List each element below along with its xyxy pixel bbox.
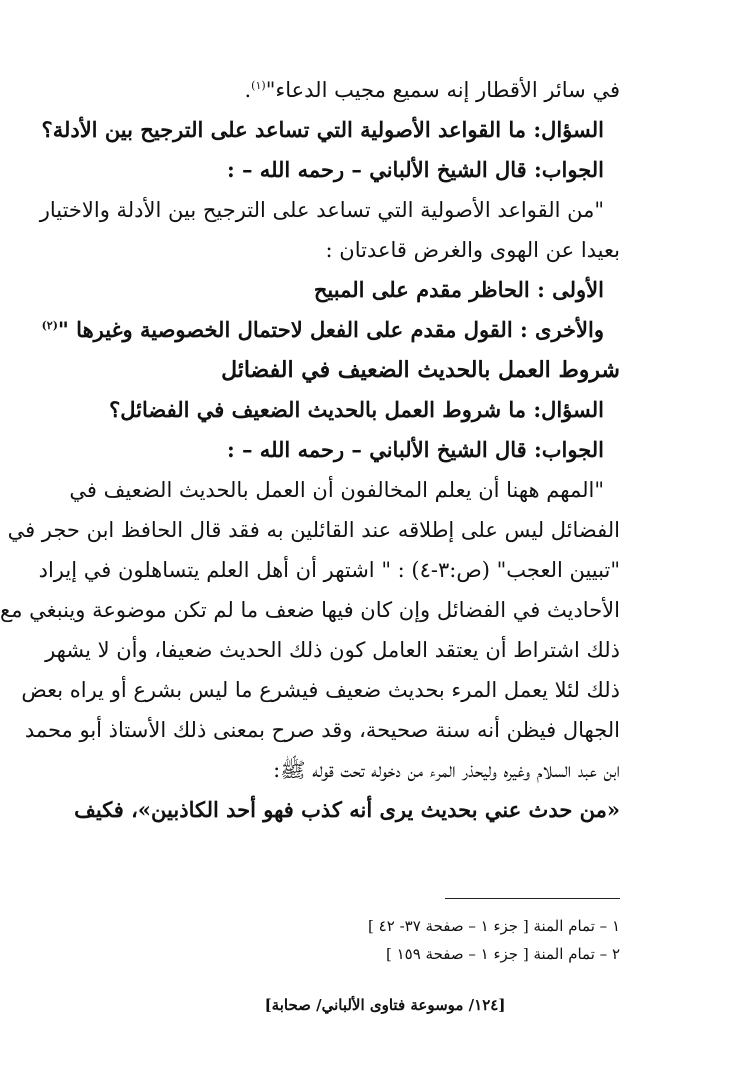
text-line-4: "من القواعد الأصولية التي تساعد على الترجيح بين الأدلة والاختيار [39, 198, 604, 222]
text-line-17: الجهال فيظن أنه سنة صحيحة، وقد صرح بمعنى ذلك الأستاذ أبو محمد [24, 718, 620, 742]
page-footer: [١٢٤/ موسوعة فتاوى الألباني/ صحابة] [264, 996, 506, 1014]
text-line-13: "تبيين العجب" (ص:٣-٤) : " اشتهر أن أهل العلم يتساهلون في إيراد [38, 558, 620, 582]
answer-label: الجواب: [534, 437, 604, 462]
text-line-5: بعيدا عن الهوى والغرض قاعدتان : [325, 238, 620, 262]
hadith-line: «من حدث عني بحديث يرى أنه كذب فهو أحد الكاذبين»، فكيف [74, 797, 620, 822]
footnote-marker-1: (١) [251, 79, 266, 92]
footnote-1: ١ – تمام المنة [ جزء ١ – صفحة ٣٧- ٤٢ ] [368, 917, 620, 935]
answer-line-1: الجواب: قال الشيخ الألباني – رحمه الله – : [226, 157, 604, 182]
text-line-12: الفضائل ليس على إطلاقه عند القائلين به فقد قال الحافظ ابن حجر في [7, 518, 620, 542]
text-line-15: ذلك اشتراط أن يعتقد العامل كون ذلك الحديث ضعيفا، وأن لا يشهر [45, 638, 620, 662]
rule-second: والأخرى : القول مقدم على الفعل لاحتمال الخصوصية وغيرها "$^{(٢)}$ [41, 317, 604, 342]
question-line-1: السؤال: ما القواعد الأصولية التي تساعد على الترجيح بين الأدلة؟ [41, 117, 604, 142]
footnotes [238, 912, 620, 968]
question-label: السؤال: [533, 117, 604, 142]
page-body [0, 70, 620, 830]
text-line-11: "المهم ههنا أن يعلم المخالفون أن العمل بالحديث الضعيف في [69, 478, 604, 502]
rule-first: الأولى : الحاظر مقدم على المبيح [313, 277, 604, 302]
text-line-18: ابن عبد السلام وغيره وليحذر المرء من دخوله تحت قوله ﷺ: [273, 758, 620, 782]
footnote-2: ٢ – تمام المنة [ جزء ١ – صفحة ١٥٩ ] [385, 945, 620, 963]
section-heading: شروط العمل بالحديث الضعيف في الفضائل [221, 357, 620, 383]
text-line-16: ذلك لئلا يعمل المرء بحديث ضعيف فيشرع ما ليس بشرع أو يراه بعض [21, 678, 620, 702]
answer-line-2: الجواب: قال الشيخ الألباني – رحمه الله – : [226, 437, 604, 462]
text-line-1: في سائر الأقطار إنه سميع مجيب الدعاء"$^{(١)}$. [244, 78, 620, 102]
question-label: السؤال: [533, 397, 604, 422]
answer-label: الجواب: [534, 157, 604, 182]
text-line-14: الأحاديث في الفضائل وإن كان فيها ضعف ما لم تكن موضوعة وينبغي مع [0, 598, 620, 622]
footnote-divider [445, 898, 620, 899]
question-line-2: السؤال: ما شروط العمل بالحديث الضعيف في الفضائل؟ [109, 397, 604, 422]
footnote-marker-2: (٢) [41, 319, 58, 332]
